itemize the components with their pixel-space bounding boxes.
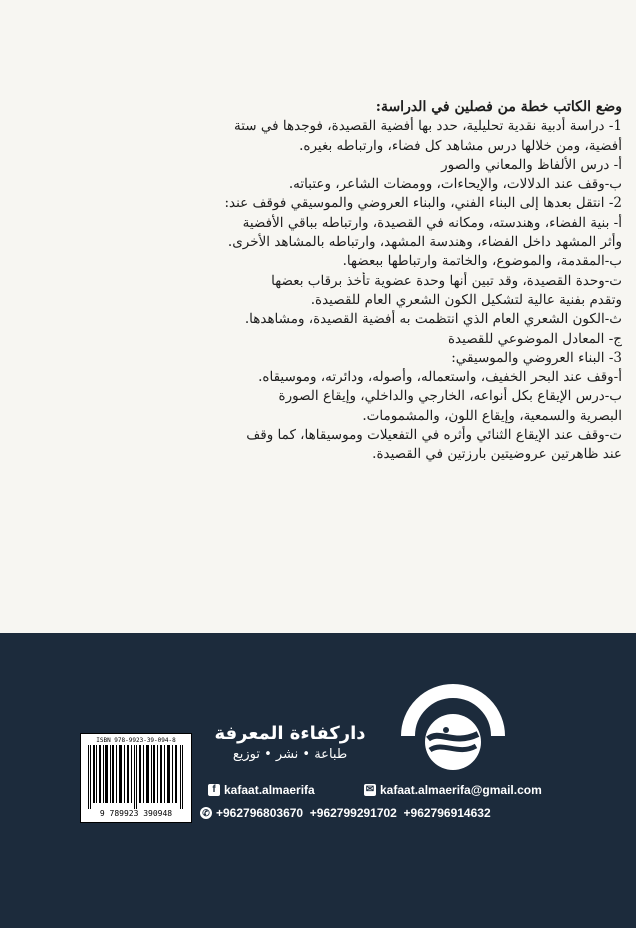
text-line: وأثر المشهد داخل الفضاء، وهندسة المشهد، وارتباطه بالمشاهد الأخرى. [227, 234, 622, 251]
isbn-digits: 9 789923 390948 [99, 809, 173, 818]
text-line-heading: وضع الكاتب خطة من فصلين في الدراسة: [375, 99, 622, 115]
isbn-barcode [80, 733, 192, 823]
facebook-icon: f [208, 784, 220, 796]
whatsapp-icon: ✆ [200, 807, 212, 819]
text-line: أفضية، ومن خلالها درس مشاهد كل فضاء، وارتباطه بغيره. [299, 137, 622, 154]
text-line: أ- بنية الفضاء، وهندسته، ومكانه في القصيدة، وارتباطه بباقي الأفضية [242, 214, 622, 231]
facebook-handle: kafaat.almaerifa [224, 783, 315, 797]
text-line: ث-الكون الشعري العام الذي انتظمت به أفضية القصيدة، ومشاهدها. [244, 311, 622, 328]
barcode-bars [86, 745, 186, 809]
text-line: عند ظاهرتين عروضيتين بارزتين في القصيدة. [372, 446, 622, 463]
email-icon: ✉ [365, 784, 375, 795]
phone-numbers: +962796803670 +962799291702 +962796914632 [216, 806, 491, 820]
text-line: أ- درس الألفاظ والمعاني والصور [441, 156, 622, 173]
text-line: ج- المعادل الموضوعي للقصيدة [447, 330, 622, 347]
text-line: البصرية والسمعية، وإيقاع اللون، والمشمومات. [362, 407, 622, 424]
description-text [104, 98, 622, 465]
email-contact[interactable] [364, 783, 542, 797]
text-line: أ-وقف عند البحر الخفيف، واستعماله، وأصوله، ودائرته، وموسيقاه. [258, 369, 622, 386]
text-line: 1- دراسة أدبية نقدية تحليلية، حدد بها أفضية القصيدة، فوجدها في ستة [233, 118, 622, 135]
publisher-tagline: طباعة • نشر • توزيع [232, 747, 348, 762]
publisher-name: داركفاءة المعرفة [214, 723, 366, 744]
publisher-logo-icon [398, 684, 508, 780]
text-line: ت-وقف عند الإيقاع الثنائي وأثره في التفعيلات وموسيقاها، كما وقف [246, 427, 622, 444]
text-line: 2- انتقل بعدها إلى البناء الفني، والبناء العروضي والموسيقي فوقف عند: [224, 195, 622, 212]
publisher-block [210, 722, 370, 764]
text-line: ت-وحدة القصيدة، وقد تبين أنها وحدة عضوية تأخذ برقاب بعضها [271, 272, 622, 289]
phone-contact[interactable] [200, 806, 491, 820]
text-line: ب-وقف عند الدلالات، والإيحاءات، وومضات الشاعر، وعتباته. [288, 176, 622, 193]
text-line: وتقدم بفنية عالية لتشكيل الكون الشعري العام للقصيدة. [310, 291, 622, 308]
facebook-contact[interactable] [208, 783, 315, 797]
text-line: ب-المقدمة، والموضوع، والخاتمة وارتباطها ببعضها. [342, 253, 622, 270]
text-line: 3- البناء العروضي والموسيقي: [451, 349, 622, 366]
email-address: kafaat.almaerifa@gmail.com [380, 783, 542, 797]
text-line: ب-درس الإيقاع بكل أنواعه، الخارجي والداخلي، وإيقاع الصورة [278, 388, 622, 405]
isbn-label: ISBN 978-9923-39-094-8 [96, 737, 176, 744]
